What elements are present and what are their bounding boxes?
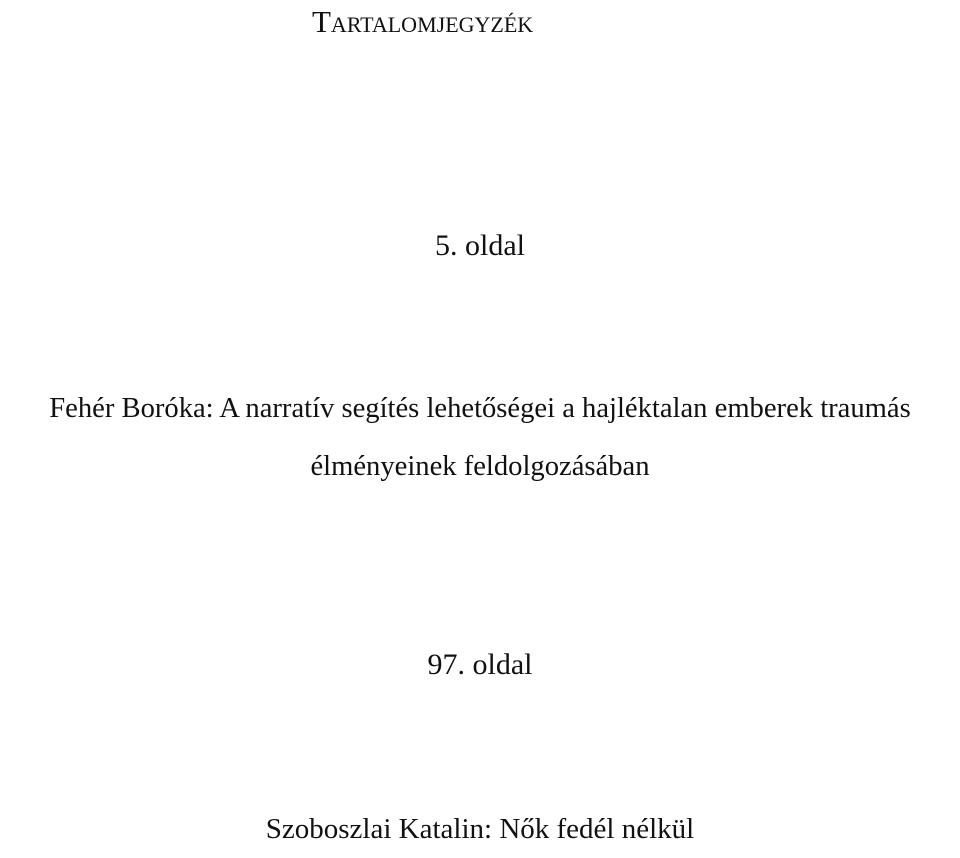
page-title: Tartalomjegyzék [312, 4, 534, 39]
toc-entry-title-line: Fehér Boróka: A narratív segítés lehetőségei a hajléktalan emberek traumás [49, 393, 911, 424]
toc-entry-title-line: élményeinek feldolgozásában [310, 451, 650, 482]
toc-page-number: 97. oldal [427, 648, 533, 681]
toc-entry [0, 800, 960, 858]
toc-page-number: 5. oldal [435, 229, 525, 262]
toc-entry-title: Szoboszlai Katalin: Nők fedél nélkül [265, 813, 695, 845]
toc-entry [0, 380, 960, 496]
